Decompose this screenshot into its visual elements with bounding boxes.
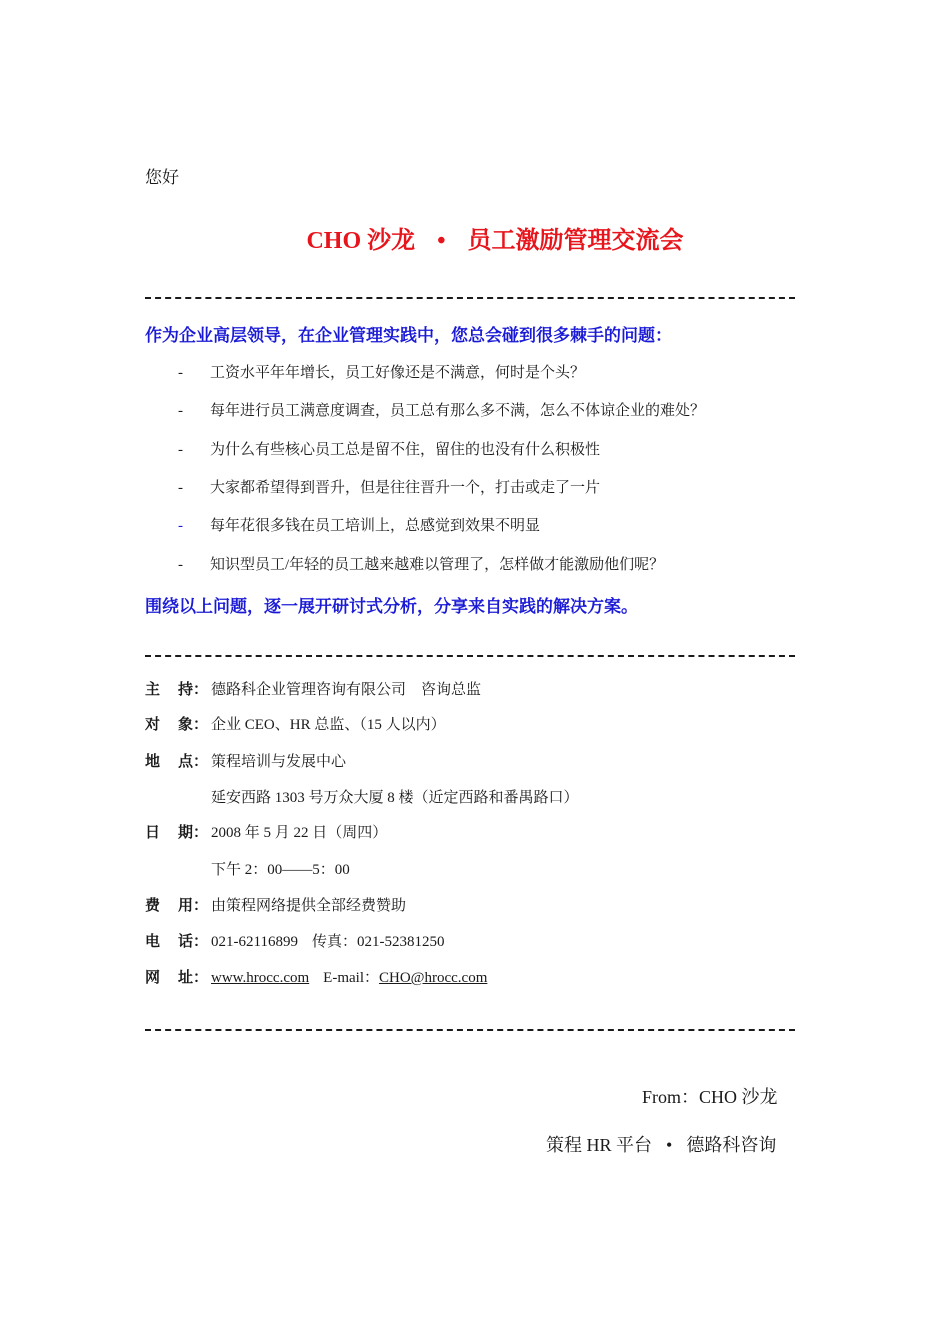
website-link[interactable]: www.hrocc.com (211, 970, 310, 986)
dashed-divider-top (145, 297, 795, 299)
signature-bullet: • (666, 1135, 673, 1155)
email-label: E-mail： (323, 970, 379, 986)
info-phone (145, 930, 444, 951)
email-link[interactable]: CHO@hrocc.com (379, 970, 488, 986)
info-host (145, 678, 481, 699)
question-item: - 每年进行员工满意度调查，员工总有那么多不满，怎么不体谅企业的难处？ (178, 403, 706, 419)
info-location-address: 延安西路 1303 号万众大厦 8 楼（近定西路和番禺路口） (211, 790, 579, 806)
info-value: 由策程网络提供全部经费赞助 (211, 898, 407, 914)
info-value: 企业 CEO、HR 总监、（15 人以内） (211, 717, 446, 733)
info-value: 2008 年 5 月 22 日（周四） (211, 825, 388, 841)
event-title (0, 220, 950, 255)
info-audience (145, 713, 446, 734)
title-event: 员工激励管理交流会 (467, 228, 684, 254)
dashed-divider-bottom (145, 1029, 795, 1031)
question-item: - 每年花很多钱在员工培训上，总感觉到效果不明显 (178, 518, 541, 534)
greeting: 您好 (145, 168, 179, 187)
dash-marker: - (178, 403, 183, 419)
info-date-time: 下午 2：00——5：00 (211, 862, 350, 878)
info-location (145, 750, 346, 771)
dashed-divider-middle (145, 655, 795, 657)
info-label: 网 址： (145, 970, 209, 986)
intro-text: 作为企业高层领导，在企业管理实践中，您总会碰到很多棘手的问题： (145, 326, 672, 345)
info-label: 日 期： (145, 825, 209, 841)
question-item: - 大家都希望得到晋升，但是往往晋升一个，打击或走了一片 (178, 480, 601, 496)
title-bullet: • (437, 228, 446, 254)
dash-marker: - (178, 557, 183, 573)
dash-marker: - (178, 365, 183, 381)
dash-marker: - (178, 518, 183, 534)
question-item: - 知识型员工/年轻的员工越来越难以管理了，怎样做才能激励他们呢？ (178, 557, 665, 573)
phone-number: 021-62116899 (211, 934, 298, 950)
info-label: 电 话： (145, 934, 209, 950)
question-item: - 工资水平年年增长，员工好像还是不满意，何时是个头？ (178, 365, 586, 381)
question-item: - 为什么有些核心员工总是留不住，留住的也没有什么积极性 (178, 442, 601, 458)
outro-text: 围绕以上问题，逐一展开研讨式分析，分享来自实践的解决方案。 (145, 597, 638, 616)
info-label: 主 持： (145, 682, 209, 698)
dash-marker: - (178, 480, 183, 496)
info-label: 费 用： (145, 898, 209, 914)
from-line: From：CHO 沙龙 (642, 1087, 778, 1107)
signature: 策程 HR 平台 • 德路科咨询 (546, 1135, 777, 1155)
info-value: 策程培训与发展中心 (211, 754, 347, 770)
info-date (145, 821, 387, 842)
info-web (145, 966, 487, 987)
info-fee (145, 894, 406, 915)
dash-marker: - (178, 442, 183, 458)
title-salon: CHO 沙龙 (306, 228, 416, 254)
info-label: 对 象： (145, 717, 209, 733)
fax-label: 传真： (311, 934, 357, 950)
fax-number: 021-52381250 (356, 934, 445, 950)
info-value: 德路科企业管理咨询有限公司 咨询总监 (211, 682, 482, 698)
info-label: 地 点： (145, 754, 209, 770)
